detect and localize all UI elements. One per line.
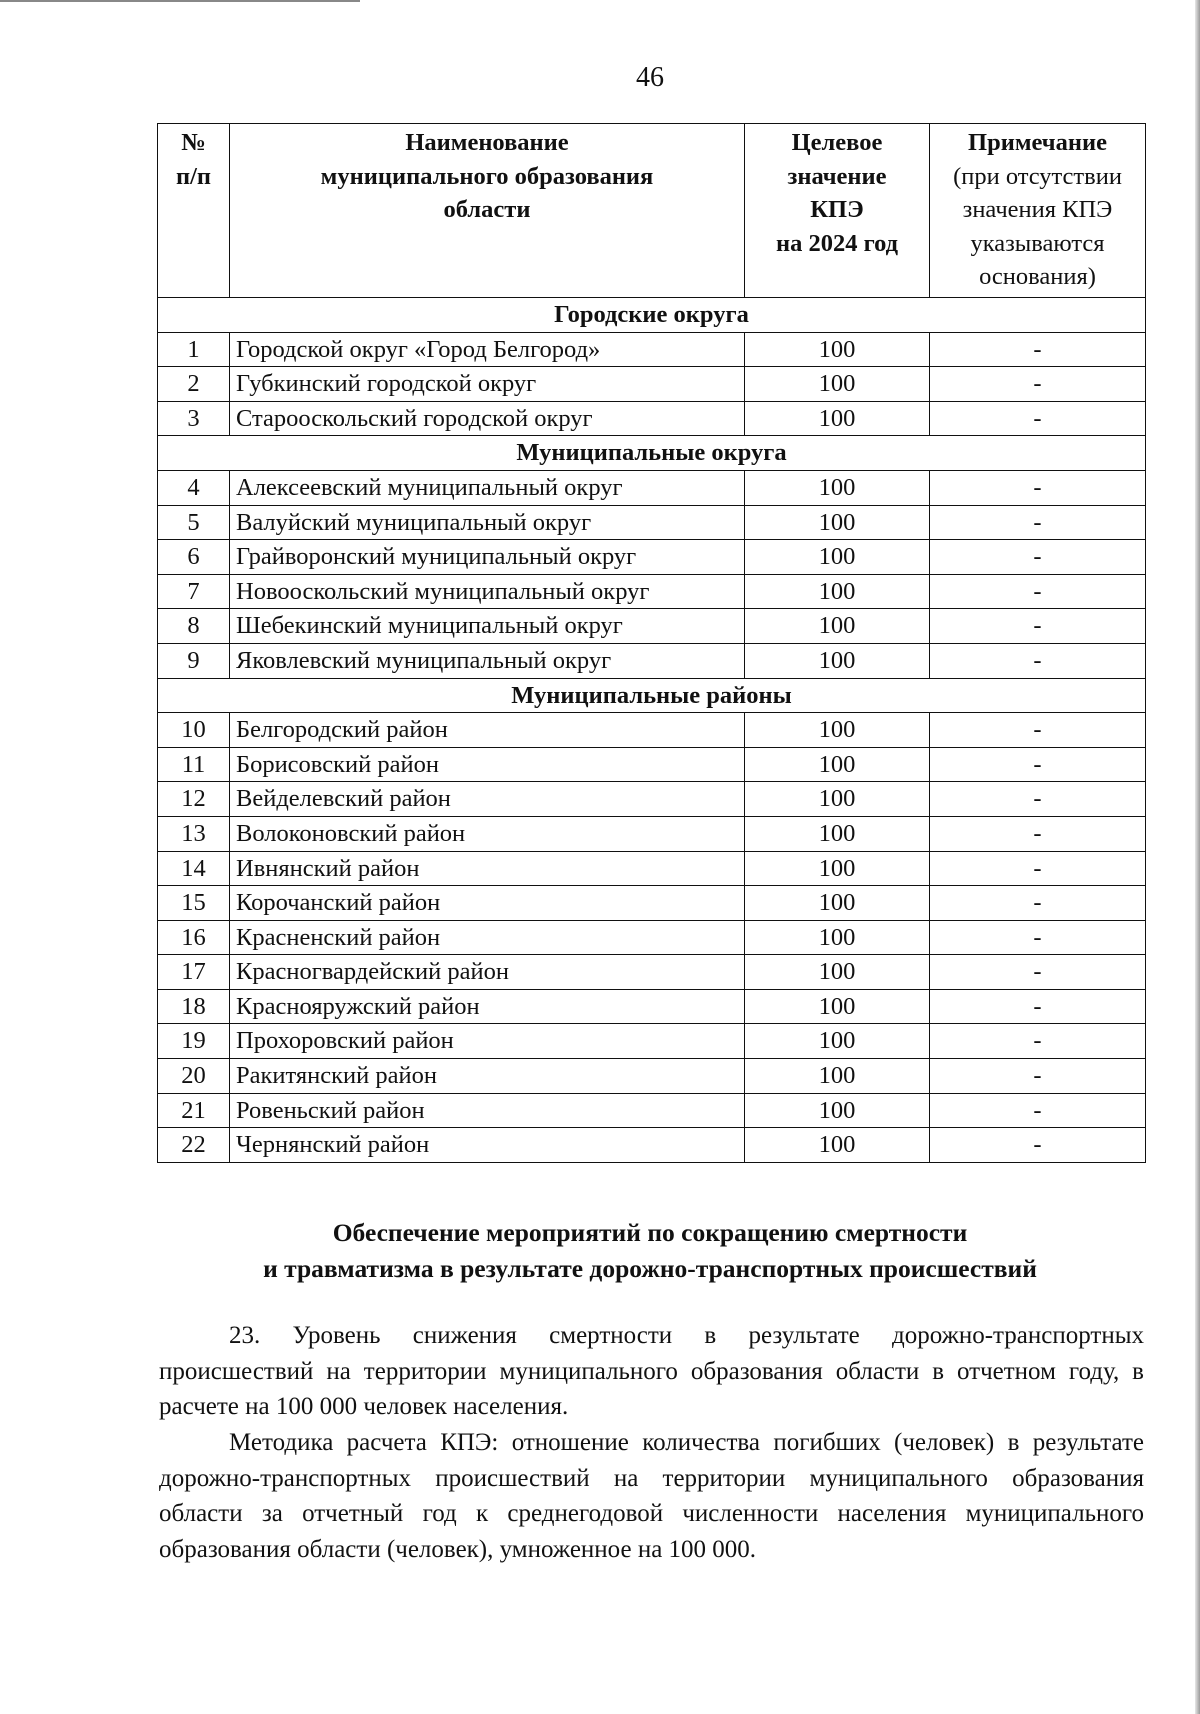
row-name: Городской округ «Город Белгород» (230, 332, 745, 367)
row-name: Шебекинский муниципальный округ (230, 609, 745, 644)
row-name: Валуйский муниципальный округ (230, 505, 745, 540)
row-name: Краснояружский район (230, 989, 745, 1024)
header-note-line: значения КПЭ (962, 196, 1113, 223)
row-target-value: 100 (745, 886, 930, 921)
header-name-line: области (443, 196, 531, 223)
paragraph-indicator-text: 23. Уровень снижения смертности в результате дорожно-транспортных происшествий на территории муниципального образования области в отчетном году, в расчете на 100 000 человек населения. (159, 1322, 1144, 1421)
row-note: - (930, 1093, 1146, 1128)
table-body (158, 298, 1146, 1163)
row-name: Вейделевский район (230, 782, 745, 817)
row-note: - (930, 747, 1146, 782)
row-name: Борисовский район (230, 747, 745, 782)
row-number: 3 (158, 401, 230, 436)
header-note-line: указываются (970, 229, 1105, 257)
table-header-row (158, 124, 1146, 298)
row-number: 12 (158, 782, 230, 817)
row-target-value: 100 (745, 851, 930, 886)
row-number: 16 (158, 920, 230, 955)
row-target-value: 100 (745, 367, 930, 402)
row-target-value: 100 (745, 505, 930, 540)
paragraph-indicator (159, 1318, 1144, 1425)
header-name-line: муниципального образования (320, 162, 654, 190)
row-name: Яковлевский муниципальный округ (230, 643, 745, 678)
row-name: Красненский район (230, 920, 745, 955)
header-target (745, 124, 930, 298)
row-number: 19 (158, 1024, 230, 1059)
section-title-line: и травматизма в результате дорожно-транспортных происшествий (263, 1254, 1037, 1283)
row-note: - (930, 851, 1146, 886)
header-name-line: Наименование (405, 129, 569, 156)
table-row (158, 332, 1146, 367)
row-target-value: 100 (745, 955, 930, 990)
row-note: - (930, 920, 1146, 955)
row-name: Новооскольский муниципальный округ (230, 574, 745, 609)
row-number: 9 (158, 643, 230, 678)
row-name: Губкинский городской округ (230, 367, 745, 402)
row-name: Волоконовский район (230, 816, 745, 851)
group-title: Городские округа (158, 298, 1146, 333)
scan-artifact-top (0, 0, 360, 2)
row-name: Прохоровский район (230, 1024, 745, 1059)
header-num-line: п/п (175, 162, 212, 190)
table-row (158, 609, 1146, 644)
row-target-value: 100 (745, 332, 930, 367)
row-target-value: 100 (745, 747, 930, 782)
group-row (158, 678, 1146, 713)
row-note: - (930, 989, 1146, 1024)
row-note: - (930, 540, 1146, 575)
header-num (158, 124, 230, 298)
row-number: 8 (158, 609, 230, 644)
group-row (158, 298, 1146, 333)
row-note: - (930, 505, 1146, 540)
row-note: - (930, 401, 1146, 436)
kpe-table (157, 123, 1146, 1163)
header-target-line: Целевое (791, 129, 883, 156)
row-note: - (930, 332, 1146, 367)
row-number: 22 (158, 1128, 230, 1163)
header-num-line: № (181, 129, 206, 156)
table-row (158, 1024, 1146, 1059)
row-target-value: 100 (745, 401, 930, 436)
row-number: 21 (158, 1093, 230, 1128)
row-name: Ровеньский район (230, 1093, 745, 1128)
row-note: - (930, 367, 1146, 402)
row-name: Корочанский район (230, 886, 745, 921)
row-number: 20 (158, 1059, 230, 1094)
row-note: - (930, 782, 1146, 817)
row-note: - (930, 1024, 1146, 1059)
row-name: Старооскольский городской округ (230, 401, 745, 436)
row-note: - (930, 1059, 1146, 1094)
row-target-value: 100 (745, 574, 930, 609)
table-row (158, 920, 1146, 955)
header-note (930, 124, 1146, 298)
row-target-value: 100 (745, 920, 930, 955)
row-target-value: 100 (745, 1128, 930, 1163)
row-target-value: 100 (745, 643, 930, 678)
table-row (158, 955, 1146, 990)
row-target-value: 100 (745, 609, 930, 644)
header-name (230, 124, 745, 298)
row-number: 15 (158, 886, 230, 921)
header-target-line: КПЭ (810, 196, 864, 223)
row-target-value: 100 (745, 470, 930, 505)
section-title-line: Обеспечение мероприятий по сокращению смертности (332, 1218, 968, 1247)
section-title (0, 1215, 1200, 1287)
row-target-value: 100 (745, 1093, 930, 1128)
table-row (158, 1059, 1146, 1094)
table-row (158, 747, 1146, 782)
row-target-value: 100 (745, 1059, 930, 1094)
group-title: Муниципальные районы (158, 678, 1146, 713)
table-row (158, 367, 1146, 402)
row-target-value: 100 (745, 782, 930, 817)
row-number: 17 (158, 955, 230, 990)
paragraph-methodology (159, 1425, 1144, 1568)
row-name: Ракитянский район (230, 1059, 745, 1094)
table-row (158, 886, 1146, 921)
table-row (158, 1093, 1146, 1128)
row-name: Ивнянский район (230, 851, 745, 886)
group-row (158, 436, 1146, 471)
row-number: 18 (158, 989, 230, 1024)
table-row (158, 540, 1146, 575)
header-note-line: основания) (979, 263, 1096, 290)
row-name: Красногвардейский район (230, 955, 745, 990)
row-name: Чернянский район (230, 1128, 745, 1163)
row-number: 5 (158, 505, 230, 540)
row-note: - (930, 470, 1146, 505)
header-target-line: значение (787, 162, 887, 190)
table-row (158, 643, 1146, 678)
row-note: - (930, 816, 1146, 851)
row-number: 11 (158, 747, 230, 782)
table-row (158, 1128, 1146, 1163)
group-title: Муниципальные округа (158, 436, 1146, 471)
table-row (158, 470, 1146, 505)
row-number: 4 (158, 470, 230, 505)
row-number: 13 (158, 816, 230, 851)
table-row (158, 713, 1146, 748)
row-target-value: 100 (745, 816, 930, 851)
row-note: - (930, 643, 1146, 678)
table-row (158, 989, 1146, 1024)
table-row (158, 851, 1146, 886)
page-number: 46 (636, 62, 664, 93)
row-target-value: 100 (745, 713, 930, 748)
header-note-line: (при отсутствии (953, 162, 1122, 190)
row-number: 7 (158, 574, 230, 609)
row-target-value: 100 (745, 540, 930, 575)
header-target-line: на 2024 год (775, 229, 899, 257)
table-row (158, 505, 1146, 540)
row-note: - (930, 955, 1146, 990)
table-row (158, 574, 1146, 609)
row-name: Грайворонский муниципальный округ (230, 540, 745, 575)
table-row (158, 782, 1146, 817)
row-number: 10 (158, 713, 230, 748)
table-row (158, 816, 1146, 851)
table-row (158, 401, 1146, 436)
row-name: Алексеевский муниципальный округ (230, 470, 745, 505)
row-note: - (930, 1128, 1146, 1163)
row-name: Белгородский район (230, 713, 745, 748)
scan-edge-right (1195, 0, 1200, 1714)
row-number: 1 (158, 332, 230, 367)
row-target-value: 100 (745, 989, 930, 1024)
row-note: - (930, 886, 1146, 921)
row-note: - (930, 574, 1146, 609)
header-note-title: Примечание (968, 129, 1107, 156)
row-number: 6 (158, 540, 230, 575)
paragraph-methodology-text: Методика расчета КПЭ: отношение количества погибших (человек) в результате дорожно-транспортных происшествий на территории муниципального образования области за отчетный год к среднегодовой численности населения муниципального образования области (человек), умноженное на 100 000. (159, 1429, 1144, 1564)
row-number: 2 (158, 367, 230, 402)
row-target-value: 100 (745, 1024, 930, 1059)
row-number: 14 (158, 851, 230, 886)
row-note: - (930, 713, 1146, 748)
row-note: - (930, 609, 1146, 644)
